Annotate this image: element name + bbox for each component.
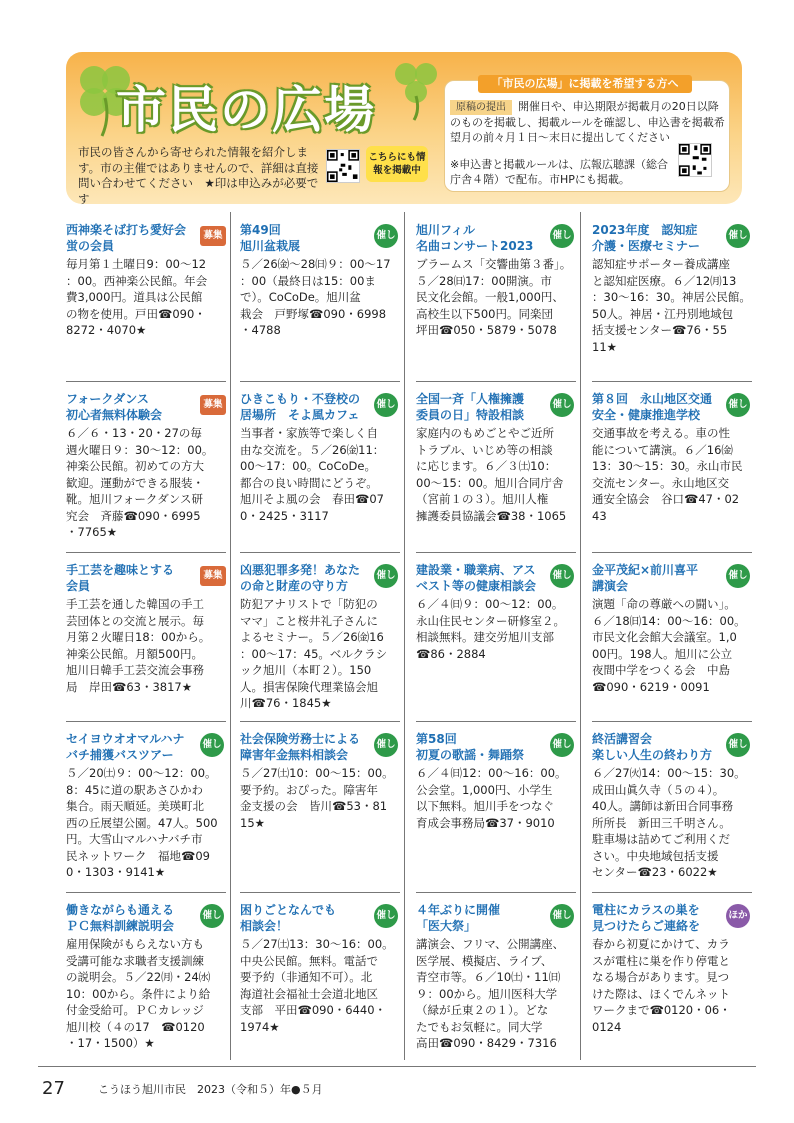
category-badge: 催し (550, 733, 574, 757)
notice-item (416, 391, 586, 524)
notice-item (416, 902, 586, 1052)
notice-body: ６／４㈰９：00～12：00。 永山住民センター研修室２。 相談無料。建交労旭川支部 ☎86・2884 (416, 597, 566, 661)
notice-title: セイヨウオオマルハナ バチ捕獲バスツアー (66, 732, 185, 762)
row-divider (592, 552, 752, 553)
notice-title: フォークダンス 初心者無料体験会 (66, 392, 163, 422)
category-badge: 催し (726, 224, 750, 248)
notice-body: ブラームス「交響曲第３番」。 ５／28㈰17：00開演。市 民文化会館。一般1,000円、 高校生以下500円。同楽団 坪田☎050・5879・5078 (416, 257, 572, 337)
notice-item (416, 562, 586, 662)
notice-body: ５／27㈯13：30～16：00。 中央公民館。無料。電話で 要予約（非通知不可）。北 海道社会福祉士会道北地区 支部 平田☎090・6440・ 1974★ (240, 937, 394, 1034)
notice-title: 2023年度 認知症 介護・医療セミナー (592, 223, 701, 253)
notice-title: 電柱にカラスの巣を 見つけたらご連絡を (592, 903, 701, 933)
notice-body: ６／27㈫14：00～15：30。 成田山眞久寺（５の４）。 40人。講師は新田合同事務 所所長 新田三千明さん。 駐車場は詰めてご利用くだ さい。中央地域包括支援 センター☎23・6022★ (592, 766, 746, 879)
notice-item (240, 902, 410, 1035)
notice-body: 手工芸を通した韓国の手工 芸団体との交流と展示。毎 月第２火曜日18：00から。 神楽公民館。月額500円。 旭川日韓手工芸交流会事務 局 岸田☎63・3817★ (66, 597, 211, 694)
notice-body: 防犯アナリストで「防犯の ママ」こと桜井礼子さんに よるセミナー。５／26㈮16 ：00～17：45。ベルクラシ ック旭川（本町２）。150 人。損害保険代理業協会旭 川☎76・1845★ (240, 597, 388, 710)
category-badge: 催し (550, 393, 574, 417)
category-badge: 催し (200, 904, 224, 928)
row-divider (66, 892, 226, 893)
notice-item (592, 222, 762, 355)
notice-title: 金平茂紀×前川喜平 講演会 (592, 563, 699, 593)
notice-title: 西神楽そば打ち愛好会 蛍の会員 (66, 223, 187, 253)
submission-notice-heading: 「市民の広場」に掲載を希望する方へ (478, 75, 692, 93)
notice-title: 終活講習会 楽しい人生の終わり方 (592, 732, 713, 762)
row-divider (240, 381, 400, 382)
notice-body: ５／27㈯10：00～15：00。 要予約。おぴった。障害年 金支援の会 皆川☎53・81 15★ (240, 766, 394, 830)
row-divider (66, 381, 226, 382)
notice-title: ひきこもり・不登校の 居場所 そよ風カフェ (240, 392, 361, 422)
category-badge: 募集 (200, 395, 226, 415)
notice-item (592, 391, 762, 524)
submission-body: 開催日や、申込期限が掲載月の20日以降のものを掲載し、掲載ルールを確認し、申込書を掲載希望月の前々月１日～末日に提出してください (450, 100, 725, 144)
notice-item (66, 562, 236, 695)
more-info-badge: こちらにも情報を掲載中 (366, 146, 428, 182)
row-divider (66, 721, 226, 722)
notice-item (240, 391, 410, 524)
category-badge: 催し (374, 904, 398, 928)
submission-notice-text (450, 99, 726, 145)
notice-item (592, 902, 762, 1035)
notice-item (240, 222, 410, 339)
category-badge: 催し (374, 224, 398, 248)
notice-body: ５／26㈮～28㈰９：00～17 ：00（最終日は15：00ま で）。CoCoDe。旭川盆 栽会 戸野塚☎090・6998 ・4788 (240, 257, 391, 337)
notice-body: 認知症サポーター養成講座 と認知症医療。６／12㈪13 ：30～16：30。神居公民館。 50人。神居・江丹別地域包 括支援センター☎76・55 11★ (592, 257, 751, 354)
qr-code-icon[interactable] (326, 149, 360, 183)
publication-title: こうほう旭川市民 2023（令和５）年●５月 (98, 1083, 323, 1096)
notice-title: 困りごとなんでも 相談会！ (240, 903, 337, 933)
notice-item (240, 731, 410, 831)
row-divider (416, 892, 576, 893)
row-divider (592, 381, 752, 382)
notice-body: ６／６・13・20・27の毎 週火曜日９：30～12：00。 神楽公民館。初めての方大 歓迎。運動ができる服装・ 靴。旭川フォークダンス研 究会 斉藤☎090・6995 ・7765★ (66, 426, 214, 539)
category-badge: 募集 (200, 566, 226, 586)
notice-item (592, 562, 762, 695)
footer-divider (38, 1066, 756, 1067)
category-badge: 催し (374, 393, 398, 417)
notice-title: 全国一斉「人権擁護 委員の日」特設相談 (416, 392, 525, 422)
row-divider (416, 552, 576, 553)
notice-title: ４年ぶりに開催 「医大祭」 (416, 903, 501, 933)
notice-item (592, 731, 762, 881)
notice-title: 凶悪犯罪多発！あなた の命と財産の守り方 (240, 563, 361, 593)
row-divider (592, 892, 752, 893)
row-divider (416, 381, 576, 382)
notice-title: 第49回 旭川盆栽展 (240, 223, 301, 253)
category-badge: 催し (374, 733, 398, 757)
row-divider (240, 552, 400, 553)
qr-code-icon[interactable] (678, 143, 712, 177)
row-divider (416, 721, 576, 722)
category-badge: 催し (200, 733, 224, 757)
notice-title: 働きながらも通える ＰＣ無料訓練説明会 (66, 903, 175, 933)
category-badge: 催し (550, 224, 574, 248)
notice-title: 第58回 初夏の歌謡・舞踊祭 (416, 732, 525, 762)
clover-icon (388, 56, 446, 122)
notice-body: 講演会、フリマ、公開講座、 医学展、模擬店、ライブ、 青空市等。６／10㈯・11㈰ ９：00から。旭川医科大学 （緑が丘東２の１）。どな たでもお気軽に。同大学 高田☎090・8429・7316 (416, 937, 565, 1050)
notice-item (66, 902, 236, 1052)
notice-item (66, 222, 236, 339)
row-divider (240, 721, 400, 722)
submission-note: ※申込書と掲載ルールは、広報広聴課（総合庁舎４階）で配布。市HPにも掲載。 (450, 158, 668, 186)
category-badge: ほか (726, 904, 750, 928)
notice-item (240, 562, 410, 712)
row-divider (66, 552, 226, 553)
notice-item (416, 222, 586, 339)
notice-title: 建設業・職業病、アス ベスト等の健康相談会 (416, 563, 537, 593)
notice-body: 春から初夏にかけて、カラ スが電柱に巣を作り停電と なる場合があります。見つ けた際は、ほくでんネット ワークまで☎0120・06・ 0124 (592, 937, 731, 1034)
notice-body: 毎月第１土曜日9：00～12 ：00。西神楽公民館。年会 費3,000円。道具は公民館 の物を使用。戸田☎090・ 8272・4070★ (66, 257, 208, 337)
category-badge: 催し (550, 904, 574, 928)
notice-title: 旭川フィル 名曲コンサート2023 (416, 223, 534, 253)
notice-item (66, 391, 236, 541)
row-divider (592, 721, 752, 722)
intro-text: 市民の皆さんから寄せられた情報を紹介します。市の主催ではありませんので、詳細は直接問い合わせてください ★印は申込みが必要です (78, 145, 319, 206)
notice-title: 手工芸を趣味とする 会員 (66, 563, 175, 593)
page-number: 27 (42, 1078, 65, 1099)
notice-body: ６／４㈰12：00～16：00。 公会堂。1,000円、小学生 以下無料。旭川手をつなぐ 育成会事務局☎37・9010 (416, 766, 567, 830)
notice-body: 家庭内のもめごとやご近所 トラブル、いじめ等の相談 に応じます。６／３㈯10： 00～15：00。旭川合同庁舎 （宮前１の３）。旭川人権 擁護委員協議会☎38・1065 (416, 426, 567, 523)
page-title: 市民の広場 (116, 81, 376, 139)
notice-title: 第８回 永山地区交通 安全・健康推進学校 (592, 392, 713, 422)
notice-body: 演題「命の尊厳への闘い」。 ６／18㈰14：00～16：00。 市民文化会館大会議室。1,0 00円。198人。旭川に公立 夜間中学をつくる会 中島 ☎090・6219・0091 (592, 597, 746, 694)
category-badge: 催し (550, 564, 574, 588)
row-divider (240, 892, 400, 893)
category-badge: 催し (726, 733, 750, 757)
category-badge: 募集 (200, 226, 226, 246)
notice-item (66, 731, 236, 881)
notice-body: ５／20㈯９：00～12：00。 8：45に道の駅あさひかわ 集合。雨天順延。美瑛町北 西の丘展望公園。47人。500 円。大雪山マルハナバチ市 民ネットワーク 福地☎09 0・1303・9141★ (66, 766, 218, 879)
notice-body: 雇用保険がもらえない方も 受講可能な求職者支援訓練 の説明会。５／22㈪・24㈬ 10：00から。条件により給 付金受給可。ＰＣカレッジ 旭川校（４の17 ☎0120 ・17・1500）★ (66, 937, 211, 1050)
notice-title: 社会保険労務士による 障害年金無料相談会 (240, 732, 361, 762)
submission-tag: 原稿の提出 (450, 100, 512, 115)
category-badge: 催し (374, 564, 398, 588)
category-badge: 催し (726, 393, 750, 417)
notice-body: 交通事故を考える。車の性 能について講演。６／16㈮ 13：30～15：30。永山市民 交流センター。永山地区交 通安全協会 谷口☎47・02 43 (592, 426, 743, 523)
notice-body: 当事者・家族等で楽しく自 由な交流を。５／26㈮11： 00～17：00。CoCoDe。 都合の良い時間にどうぞ。 旭川そよ風の会 春田☎07 0・2425・3117 (240, 426, 385, 523)
category-badge: 催し (726, 564, 750, 588)
notice-item (416, 731, 586, 831)
